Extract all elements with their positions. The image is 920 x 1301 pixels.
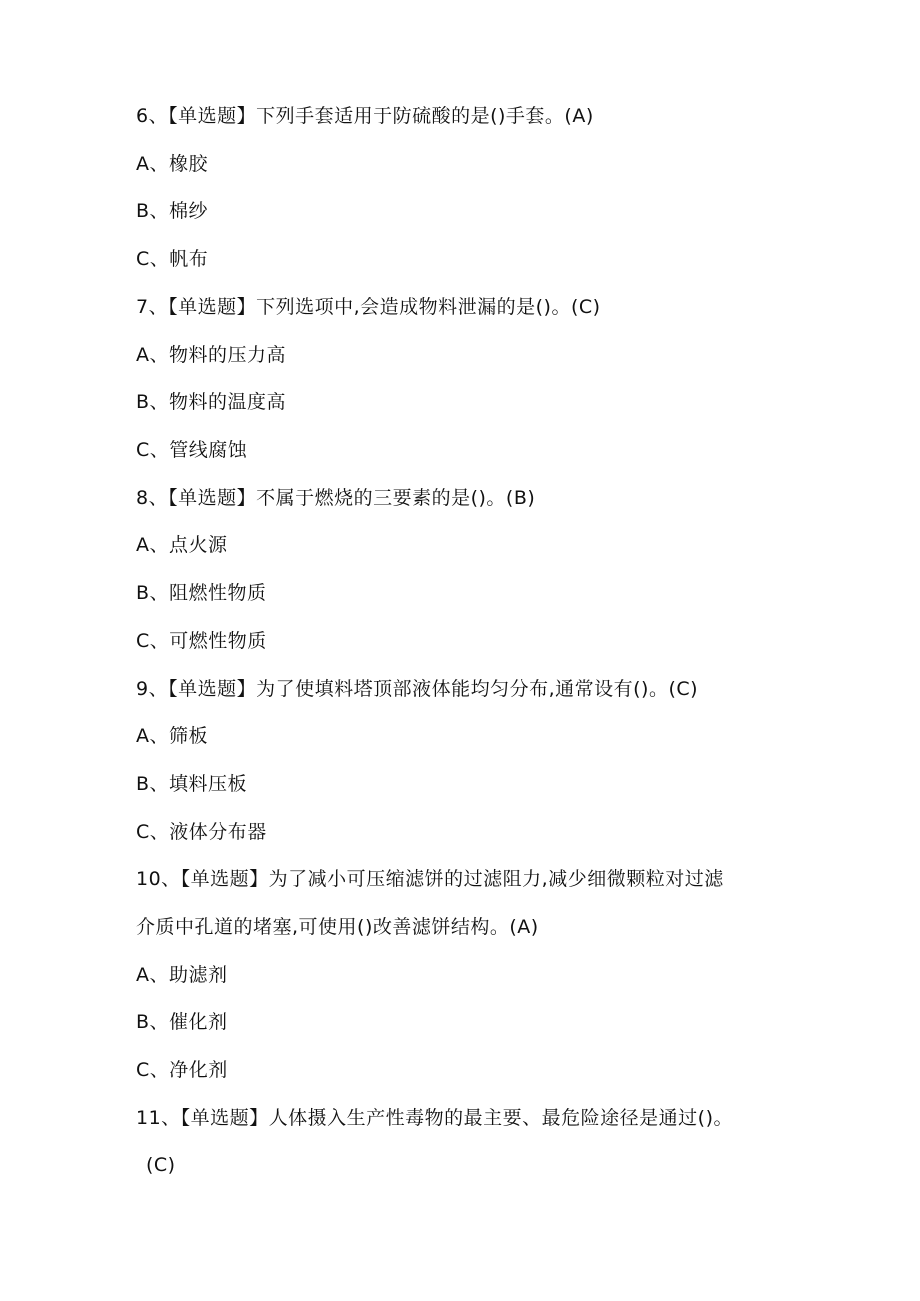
question-8-option-a: A、点火源 [136,534,228,556]
question-8-option-c: C、可燃性物质 [136,630,267,652]
question-10-option-b: B、催化剂 [136,1011,228,1033]
question-10-stem-line-2: 介质中孔道的堵塞,可使用()改善滤饼结构。(A) [136,916,539,938]
question-9-stem: 9、【单选题】为了使填料塔顶部液体能均匀分布,通常设有()。(C) [136,678,699,700]
question-10-option-a: A、助滤剂 [136,964,228,986]
question-11-stem-line-1: 11、【单选题】人体摄入生产性毒物的最主要、最危险途径是通过()。 [136,1107,734,1129]
question-11-stem-line-2: (C) [146,1154,176,1176]
question-10-option-c: C、净化剂 [136,1059,228,1081]
question-6-stem: 6、【单选题】下列手套适用于防硫酸的是()手套。(A) [136,105,594,127]
question-9-option-b: B、填料压板 [136,773,248,795]
question-8-option-b: B、阻燃性物质 [136,582,267,604]
question-6-option-b: B、棉纱 [136,200,209,222]
question-6-option-a: A、橡胶 [136,153,208,175]
question-7-option-a: A、物料的压力高 [136,344,286,366]
question-7-option-b: B、物料的温度高 [136,391,287,413]
question-10-stem-line-1: 10、【单选题】为了减小可压缩滤饼的过滤阻力,减少细微颗粒对过滤 [136,868,724,890]
question-9-option-a: A、筛板 [136,725,208,747]
question-7-option-c: C、管线腐蚀 [136,439,248,461]
question-6-option-c: C、帆布 [136,248,209,270]
question-8-stem: 8、【单选题】不属于燃烧的三要素的是()。(B) [136,487,536,509]
question-7-stem: 7、【单选题】下列选项中,会造成物料泄漏的是()。(C) [136,296,601,318]
question-9-option-c: C、液体分布器 [136,821,267,843]
